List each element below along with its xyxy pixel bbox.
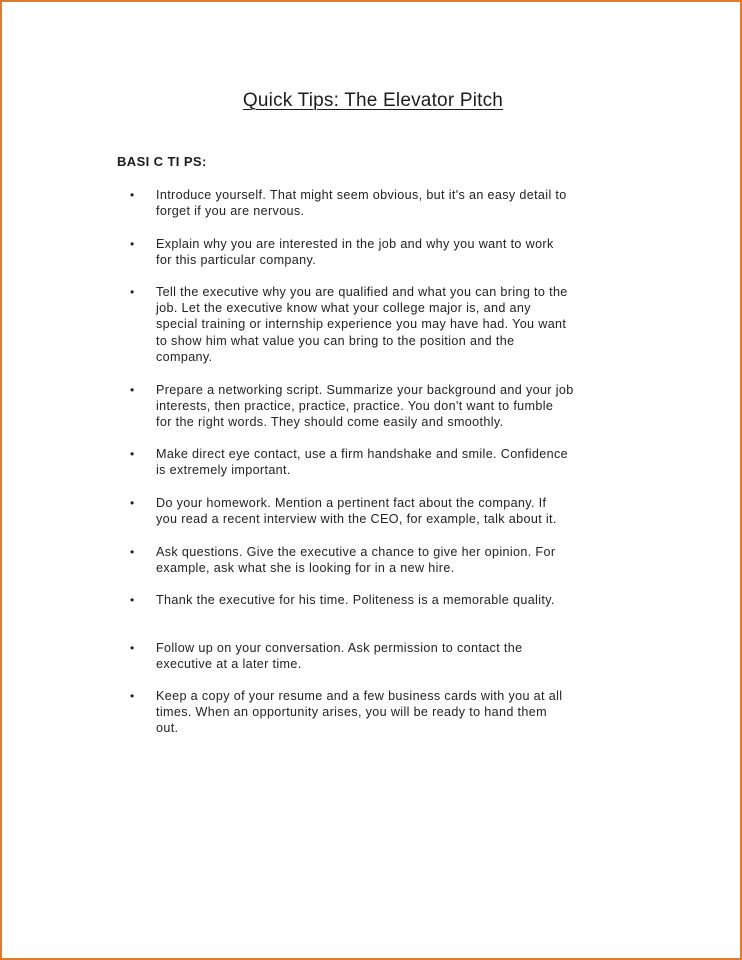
tip-text: Tell the executive why you are qualified and what you can bring to the job. Let the executive know what your college major is, and any special training or internship experience you may have had. You want to show him what value you can bring to the position and the company. xyxy=(156,285,568,364)
tip-text: Ask questions. Give the executive a chance to give her opinion. For example, ask what she is looking for in a new hire. xyxy=(156,545,556,576)
tip-item xyxy=(130,544,630,576)
bullet-icon: • xyxy=(130,641,135,655)
tip-item xyxy=(130,640,630,672)
bullet-icon: • xyxy=(130,593,135,607)
tip-text: Do your homework. Mention a pertinent fact about the company. If you read a recent interview with the CEO, for example, talk about it. xyxy=(156,496,557,527)
bullet-icon: • xyxy=(130,188,135,202)
bullet-icon: • xyxy=(130,689,135,703)
tip-item xyxy=(130,446,630,478)
document-title: Quick Tips: The Elevator Pitch xyxy=(242,90,504,111)
tip-text: Prepare a networking script. Summarize your background and your job interests, then practice, practice, practice. You don't want to fumble for the right words. They should come easily and smoothly. xyxy=(156,383,574,430)
bullet-icon: • xyxy=(130,237,135,251)
bullet-icon: • xyxy=(130,285,135,299)
bullet-icon: • xyxy=(130,496,135,510)
tip-text: Thank the executive for his time. Politeness is a memorable quality. xyxy=(156,593,555,607)
tip-item xyxy=(130,284,630,365)
tip-text: Explain why you are interested in the job and why you want to work for this particular company. xyxy=(156,237,554,268)
tip-item xyxy=(130,688,630,737)
bullet-icon: • xyxy=(130,545,135,559)
tip-item xyxy=(130,495,630,527)
tip-item xyxy=(130,236,630,268)
tip-item xyxy=(130,187,630,219)
tip-item xyxy=(130,592,630,608)
tip-item xyxy=(130,382,630,431)
bullet-icon: • xyxy=(130,383,135,397)
tip-text: Keep a copy of your resume and a few business cards with you at all times. When an opportunity arises, you will be ready to hand them out. xyxy=(156,689,563,736)
tip-text: Follow up on your conversation. Ask permission to contact the executive at a later time. xyxy=(156,641,523,672)
bullet-icon: • xyxy=(130,447,135,461)
tip-text: Introduce yourself. That might seem obvious, but it's an easy detail to forget if you are nervous. xyxy=(156,188,567,219)
tip-text: Make direct eye contact, use a firm handshake and smile. Confidence is extremely important. xyxy=(156,447,568,478)
section-heading: BASI C TI PS: xyxy=(117,154,207,169)
